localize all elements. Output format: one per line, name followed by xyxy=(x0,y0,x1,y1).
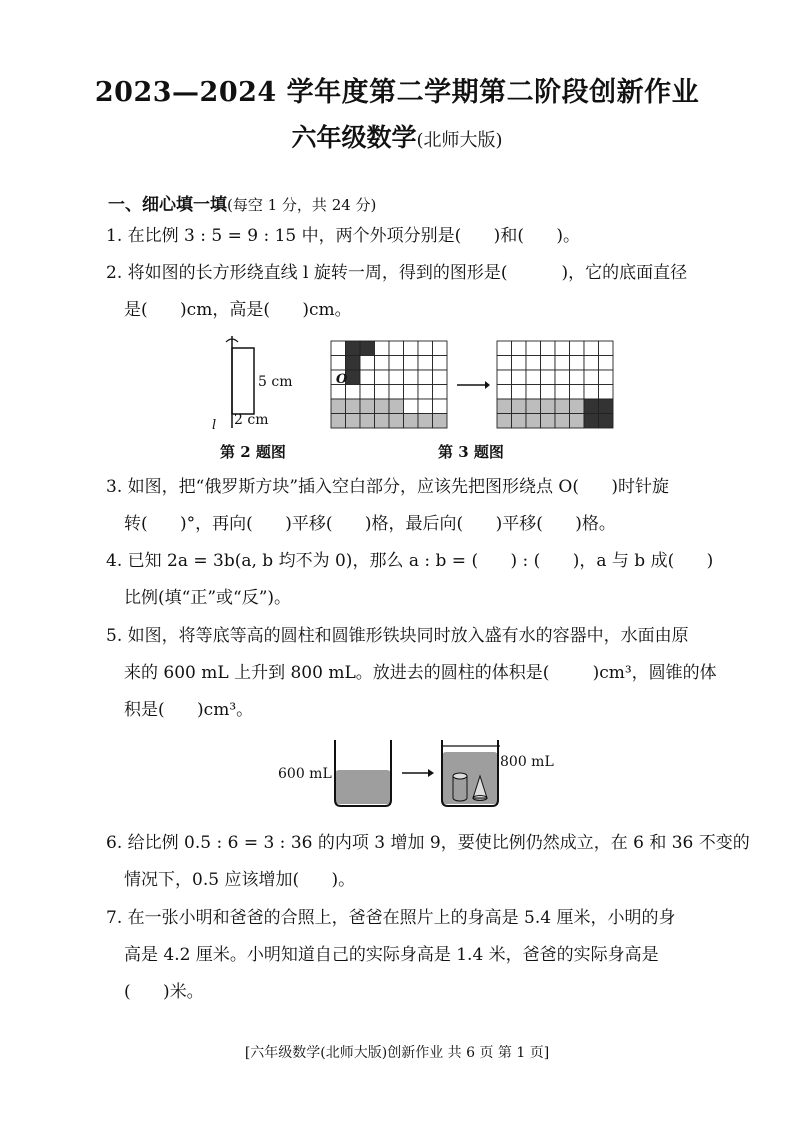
grid-cell xyxy=(526,341,541,356)
grid-cell xyxy=(570,399,585,414)
grid-cell xyxy=(541,399,556,414)
section-heading xyxy=(108,190,376,215)
arrow-right-icon-2 xyxy=(400,766,436,780)
grid-cell xyxy=(346,399,361,414)
grid-cell xyxy=(375,385,390,400)
question-5-line-1: 5. 如图，将等底等高的圆柱和圆锥形铁块同时放入盛有水的容器中，水面由原 xyxy=(106,626,689,646)
grid-cell xyxy=(375,414,390,429)
grid-cell xyxy=(555,356,570,371)
grid-cell xyxy=(360,399,375,414)
grid-cell xyxy=(584,341,599,356)
rectangle-shape xyxy=(232,348,254,414)
grid-cell xyxy=(512,399,527,414)
grid-cell xyxy=(497,370,512,385)
grid-cell xyxy=(433,414,448,429)
grid-cell xyxy=(570,370,585,385)
grid-cell xyxy=(541,414,556,429)
grid-cell xyxy=(599,341,614,356)
grid-cell xyxy=(433,370,448,385)
grid-cell xyxy=(375,399,390,414)
grid-cell xyxy=(346,414,361,429)
grid-cell xyxy=(346,385,361,400)
grid-cell xyxy=(526,356,541,371)
grid-cell xyxy=(418,399,433,414)
section-note: (每空 1 分，共 24 分) xyxy=(227,196,377,214)
subject-label: 六年级数学 xyxy=(291,123,417,152)
grid-cell xyxy=(433,356,448,371)
grid-cell xyxy=(389,341,404,356)
grid-cell xyxy=(555,399,570,414)
grid-cell xyxy=(584,370,599,385)
edition-label: (北师大版) xyxy=(416,130,503,151)
grid-cell xyxy=(599,356,614,371)
grid-cell xyxy=(526,399,541,414)
grid-cell xyxy=(599,385,614,400)
figure-3-caption: 第 3 题图 xyxy=(438,443,504,461)
grid-cell xyxy=(555,370,570,385)
grid-cell xyxy=(375,356,390,371)
section-title: 一、细心填一填 xyxy=(108,195,227,215)
page-footer: [六年级数学(北师大版)创新作业 共 6 页 第 1 页] xyxy=(244,1045,550,1061)
grid-cell xyxy=(555,385,570,400)
grid-cell xyxy=(360,385,375,400)
question-3-line-2: 转( )°，再向( )平移( )格，最后向( )平移( )格。 xyxy=(124,514,616,534)
grid-cell xyxy=(526,385,541,400)
grid-cell xyxy=(418,385,433,400)
figure-3-grid-before xyxy=(330,340,450,432)
grid-cell xyxy=(497,341,512,356)
grid-cell xyxy=(555,414,570,429)
question-5-line-3: 积是( )cm³。 xyxy=(124,700,254,720)
grid-cell xyxy=(541,356,556,371)
grid-cell xyxy=(526,370,541,385)
grid-cell xyxy=(404,370,419,385)
grid-cell xyxy=(541,341,556,356)
grid-cell xyxy=(331,399,346,414)
water-after xyxy=(442,752,498,804)
grid-cell xyxy=(418,370,433,385)
question-2-line-2: 是( )cm，高是( )cm。 xyxy=(124,300,352,320)
question-2-line-1: 2. 将如图的长方形绕直线 l 旋转一周，得到的图形是( )，它的底面直径 xyxy=(106,263,688,283)
grid-cell xyxy=(584,399,599,414)
container-before xyxy=(333,738,393,808)
grid-cell xyxy=(331,356,346,371)
axis-label: l xyxy=(212,418,217,433)
container-after xyxy=(440,738,500,808)
figure-3-grid-after xyxy=(496,340,616,432)
question-7-line-3: ( )米。 xyxy=(124,982,204,1002)
page-title: 2023—2024 学年度第二学期第二阶段创新作业 xyxy=(94,77,700,108)
grid-cell xyxy=(331,414,346,429)
grid-cell xyxy=(404,385,419,400)
grid-cell xyxy=(418,414,433,429)
grid-cell xyxy=(512,370,527,385)
grid-cell xyxy=(360,341,375,356)
grid-cell xyxy=(433,385,448,400)
grid-cell xyxy=(389,356,404,371)
question-4-line-1: 4. 已知 2a = 3b(a, b 均不为 0)，那么 a : b = ( ) : ( )，a 与 b 成( ) xyxy=(106,551,714,571)
grid-cell xyxy=(584,385,599,400)
grid-cell xyxy=(389,385,404,400)
grid-cell xyxy=(541,370,556,385)
grid-cell xyxy=(346,341,361,356)
grid-cell xyxy=(512,385,527,400)
grid-cell xyxy=(346,356,361,371)
grid-cell xyxy=(541,385,556,400)
point-o-label: O xyxy=(336,372,348,387)
grid-cell xyxy=(331,341,346,356)
question-7-line-2: 高是 4.2 厘米。小明知道自己的实际身高是 1.4 米，爸爸的实际身高是 xyxy=(124,945,659,965)
question-7-line-1: 7. 在一张小明和爸爸的合照上，爸爸在照片上的身高是 5.4 厘米，小明的身 xyxy=(106,908,676,928)
grid-cell xyxy=(570,356,585,371)
width-label: 2 cm xyxy=(234,412,269,428)
grid-cell xyxy=(389,399,404,414)
height-label: 5 cm xyxy=(258,374,293,390)
grid-cell xyxy=(512,356,527,371)
grid-cell xyxy=(404,341,419,356)
grid-cell xyxy=(418,356,433,371)
grid-cell xyxy=(404,356,419,371)
question-6-line-2: 情况下，0.5 应该增加( )。 xyxy=(124,870,356,890)
grid-cell xyxy=(584,414,599,429)
grid-cell xyxy=(375,341,390,356)
grid-cell xyxy=(526,414,541,429)
grid-cell xyxy=(497,414,512,429)
grid-cell xyxy=(570,414,585,429)
right-volume-label: 800 mL xyxy=(500,754,554,770)
grid-cell xyxy=(555,341,570,356)
grid-cell xyxy=(389,370,404,385)
question-5-line-2: 来的 600 mL 上升到 800 mL。放进去的圆柱的体积是( )cm³，圆锥的体 xyxy=(124,663,717,683)
grid-cell xyxy=(375,370,390,385)
grid-cell xyxy=(360,356,375,371)
question-6-line-1: 6. 给比例 0.5 : 6 = 3 : 36 的内项 3 增加 9，要使比例仍然成立，在 6 和 36 不变的 xyxy=(106,833,750,853)
question-3-line-1: 3. 如图，把“俄罗斯方块”插入空白部分，应该先把图形绕点 O( )时针旋 xyxy=(106,477,670,497)
grid-cell xyxy=(497,399,512,414)
page-subtitle xyxy=(0,118,794,154)
grid-cell xyxy=(360,414,375,429)
grid-cell xyxy=(512,414,527,429)
grid-cell xyxy=(404,414,419,429)
grid-cell xyxy=(570,341,585,356)
arrow-right-icon xyxy=(455,378,491,392)
grid-cell xyxy=(360,370,375,385)
grid-cell xyxy=(389,414,404,429)
grid-cell xyxy=(512,341,527,356)
water-before xyxy=(335,770,391,804)
left-volume-label: 600 mL xyxy=(278,766,332,782)
grid-cell xyxy=(433,399,448,414)
grid-cell xyxy=(599,414,614,429)
grid-cell xyxy=(497,356,512,371)
grid-cell xyxy=(570,385,585,400)
grid-cell xyxy=(404,399,419,414)
grid-cell xyxy=(418,341,433,356)
grid-cell xyxy=(497,385,512,400)
figure-2-caption: 第 2 题图 xyxy=(220,443,286,461)
question-4-line-2: 比例(填“正”或“反”)。 xyxy=(124,588,292,608)
question-1: 1. 在比例 3 : 5 = 9 : 15 中，两个外项分别是( )和( )。 xyxy=(106,226,581,246)
grid-cell xyxy=(433,341,448,356)
grid-cell xyxy=(599,399,614,414)
grid-cell xyxy=(346,370,361,385)
grid-cell xyxy=(584,356,599,371)
grid-cell xyxy=(599,370,614,385)
